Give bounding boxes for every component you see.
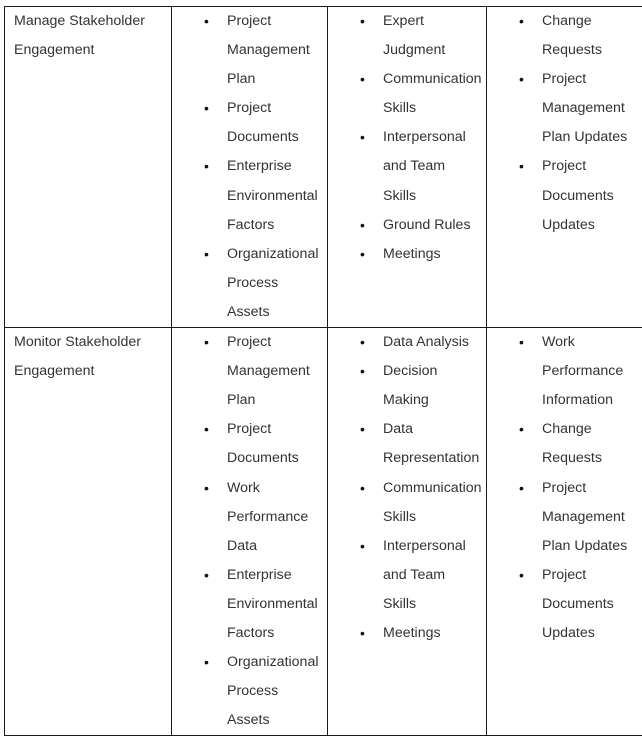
bullet-icon: • xyxy=(519,561,524,590)
bullet-icon: • xyxy=(360,65,365,94)
tool-technique-item-text: Ground Rules xyxy=(383,217,471,233)
tool-technique-item-text: Decision Making xyxy=(383,363,437,408)
output-item-text: Project Management Plan Updates xyxy=(542,480,627,554)
input-item-text: Enterprise Environmental Factors xyxy=(227,567,318,641)
tool-technique-item xyxy=(328,240,486,269)
bullet-icon: • xyxy=(360,7,365,36)
bullet-icon: • xyxy=(519,7,524,36)
inputs-list xyxy=(172,328,327,735)
bullet-icon: • xyxy=(204,328,209,357)
bullet-icon: • xyxy=(204,240,209,269)
bullet-icon: • xyxy=(360,123,365,152)
bullet-icon: • xyxy=(204,648,209,677)
tool-technique-item-text: Communication Skills xyxy=(383,71,482,116)
output-item xyxy=(487,561,642,648)
output-item-text: Work Performance Information xyxy=(542,334,623,408)
input-item-text: Organizational Process Assets xyxy=(227,654,319,728)
tool-technique-item xyxy=(328,328,486,357)
bullet-icon: • xyxy=(519,474,524,503)
bullet-icon: • xyxy=(519,65,524,94)
outputs-list xyxy=(487,7,642,240)
input-item-text: Project Documents xyxy=(227,421,299,466)
input-item xyxy=(172,7,327,94)
bullet-icon: • xyxy=(360,357,365,386)
tool-technique-item xyxy=(328,415,486,473)
inputs-list xyxy=(172,7,327,327)
tool-technique-item xyxy=(328,532,486,619)
tool-technique-item xyxy=(328,474,486,532)
bullet-icon: • xyxy=(204,561,209,590)
tool-technique-item-text: Meetings xyxy=(383,246,441,262)
output-item xyxy=(487,7,642,65)
process-name: Manage Stakeholder Engagement xyxy=(14,13,145,58)
output-item-text: Project Management Plan Updates xyxy=(542,71,627,145)
table-row-monitor-stakeholder-engagement xyxy=(5,328,642,736)
tool-technique-item-text: Data Analysis xyxy=(383,334,469,350)
inputs-cell xyxy=(172,328,328,736)
output-item xyxy=(487,474,642,561)
input-item xyxy=(172,94,327,152)
input-item-text: Organizational Process Assets xyxy=(227,246,319,320)
tools-techniques-cell xyxy=(328,7,487,328)
output-item-text: Project Documents Updates xyxy=(542,158,614,232)
tool-technique-item-text: Communication Skills xyxy=(383,480,482,525)
process-table xyxy=(4,6,642,736)
input-item xyxy=(172,474,327,561)
table-row-manage-stakeholder-engagement xyxy=(5,7,642,328)
input-item xyxy=(172,561,327,648)
outputs-cell xyxy=(487,7,642,328)
bullet-icon: • xyxy=(360,328,365,357)
output-item xyxy=(487,65,642,152)
input-item xyxy=(172,328,327,415)
tools-techniques-list xyxy=(328,328,486,648)
tool-technique-item-text: Expert Judgment xyxy=(383,13,445,58)
bullet-icon: • xyxy=(204,152,209,181)
input-item-text: Project Management Plan xyxy=(227,334,310,408)
tool-technique-item xyxy=(328,619,486,648)
bullet-icon: • xyxy=(360,474,365,503)
tool-technique-item xyxy=(328,65,486,123)
input-item xyxy=(172,240,327,327)
input-item-text: Project Documents xyxy=(227,100,299,145)
tool-technique-item-text: Meetings xyxy=(383,625,441,641)
bullet-icon: • xyxy=(204,415,209,444)
output-item xyxy=(487,328,642,415)
input-item xyxy=(172,415,327,473)
input-item xyxy=(172,648,327,735)
outputs-list xyxy=(487,328,642,648)
input-item xyxy=(172,152,327,239)
tool-technique-item xyxy=(328,357,486,415)
output-item xyxy=(487,415,642,473)
input-item-text: Enterprise Environmental Factors xyxy=(227,158,318,232)
tools-techniques-list xyxy=(328,7,486,269)
bullet-icon: • xyxy=(519,415,524,444)
inputs-cell xyxy=(172,7,328,328)
bullet-icon: • xyxy=(360,619,365,648)
output-item-text: Change Requests xyxy=(542,421,602,466)
bullet-icon: • xyxy=(360,240,365,269)
tools-techniques-cell xyxy=(328,328,487,736)
outputs-cell xyxy=(487,328,642,736)
bullet-icon: • xyxy=(204,7,209,36)
bullet-icon: • xyxy=(204,94,209,123)
tool-technique-item-text: Interpersonal and Team Skills xyxy=(383,129,466,203)
bullet-icon: • xyxy=(360,211,365,240)
input-item-text: Work Performance Data xyxy=(227,480,308,554)
output-item-text: Project Documents Updates xyxy=(542,567,614,641)
tool-technique-item xyxy=(328,123,486,210)
process-table-container xyxy=(4,6,642,736)
tool-technique-item-text: Interpersonal and Team Skills xyxy=(383,538,466,612)
input-item-text: Project Management Plan xyxy=(227,13,310,87)
bullet-icon: • xyxy=(519,328,524,357)
tool-technique-item-text: Data Representation xyxy=(383,421,479,466)
tool-technique-item xyxy=(328,7,486,65)
output-item-text: Change Requests xyxy=(542,13,602,58)
output-item xyxy=(487,152,642,239)
bullet-icon: • xyxy=(360,415,365,444)
process-name-cell xyxy=(5,328,172,736)
bullet-icon: • xyxy=(360,532,365,561)
tool-technique-item xyxy=(328,211,486,240)
bullet-icon: • xyxy=(519,152,524,181)
process-name-cell xyxy=(5,7,172,328)
process-name: Monitor Stakeholder Engagement xyxy=(14,334,141,379)
bullet-icon: • xyxy=(204,474,209,503)
